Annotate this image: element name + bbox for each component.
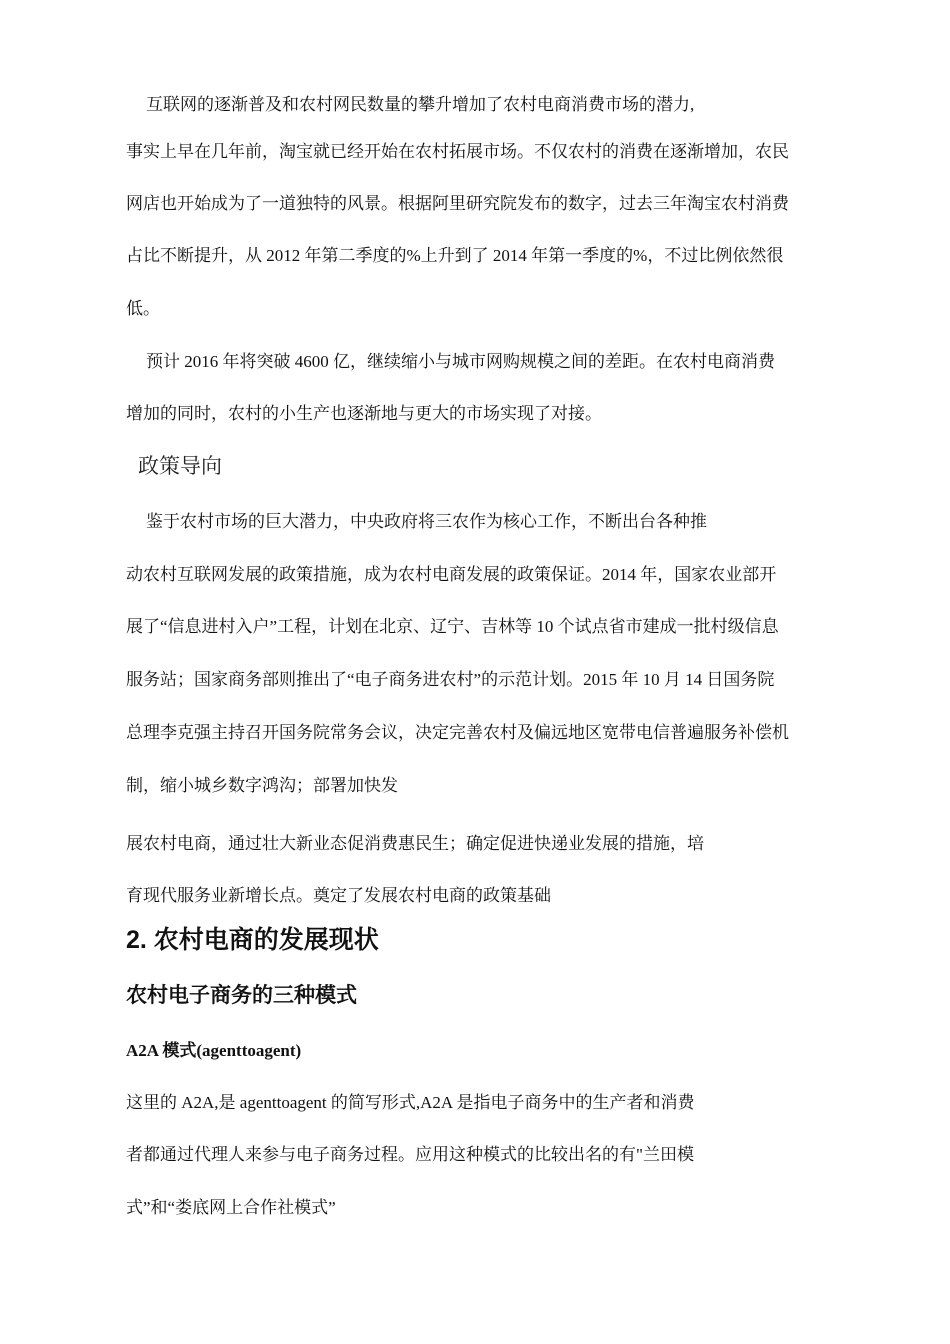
section-heading: 2. 农村电商的发展现状 <box>126 926 379 954</box>
paragraph-line: 互联网的逐渐普及和农村网民数量的攀升增加了农村电商消费市场的潜力, <box>146 95 695 114</box>
mode-heading: A2A 模式(agenttoagent) <box>126 1041 302 1060</box>
paragraph-line: 增加的同时，农村的小生产也逐渐地与更大的市场实现了对接。 <box>126 404 602 423</box>
paragraph-line: 育现代服务业新增长点。奠定了发展农村电商的政策基础 <box>126 886 551 905</box>
paragraph-line: 网店也开始成为了一道独特的风景。根据阿里研究院发布的数字，过去三年淘宝农村消费 <box>126 194 789 213</box>
paragraph-line: 低。 <box>126 299 160 318</box>
policy-heading: 政策导向 <box>138 454 222 478</box>
paragraph-line: 占比不断提升，从 2012 年第二季度的%上升到了 2014 年第一季度的%，不过比例依然很 <box>126 246 784 265</box>
paragraph-line: 动农村互联网发展的政策措施，成为农村电商发展的政策保证。2014 年，国家农业部开 <box>126 565 777 584</box>
paragraph-line: 总理李克强主持召开国务院常务会议，决定完善农村及偏远地区宽带电信普遍服务补偿机 <box>126 723 789 742</box>
paragraph-line: 式”和“娄底网上合作社模式” <box>126 1198 336 1217</box>
paragraph-line: 这里的 A2A,是 agenttoagent 的简写形式,A2A 是指电子商务中的生产者和消费 <box>126 1093 695 1112</box>
paragraph-line: 事实上早在几年前，淘宝就已经开始在农村拓展市场。不仅农村的消费在逐渐增加，农民 <box>126 142 789 161</box>
subsection-heading: 农村电子商务的三种模式 <box>126 984 357 1007</box>
paragraph-line: 制，缩小城乡数字鸿沟；部署加快发 <box>126 776 398 795</box>
paragraph-line: 服务站；国家商务部则推出了“电子商务进农村”的示范计划。2015 年 10 月 14 日国务院 <box>126 670 775 689</box>
paragraph-line: 者都通过代理人来参与电子商务过程。应用这种模式的比较出名的有"兰田模 <box>126 1145 694 1164</box>
paragraph-line: 预计 2016 年将突破 4600 亿，继续缩小与城市网购规模之间的差距。在农村电商消费 <box>146 352 775 371</box>
paragraph-line: 展农村电商，通过壮大新业态促消费惠民生；确定促进快递业发展的措施，培 <box>126 834 704 853</box>
paragraph-line: 展了“信息进村入户”工程，计划在北京、辽宁、吉林等 10 个试点省市建成一批村级信息 <box>126 617 779 636</box>
paragraph-line: 鉴于农村市场的巨大潜力，中央政府将三农作为核心工作，不断出台各种推 <box>146 512 707 531</box>
